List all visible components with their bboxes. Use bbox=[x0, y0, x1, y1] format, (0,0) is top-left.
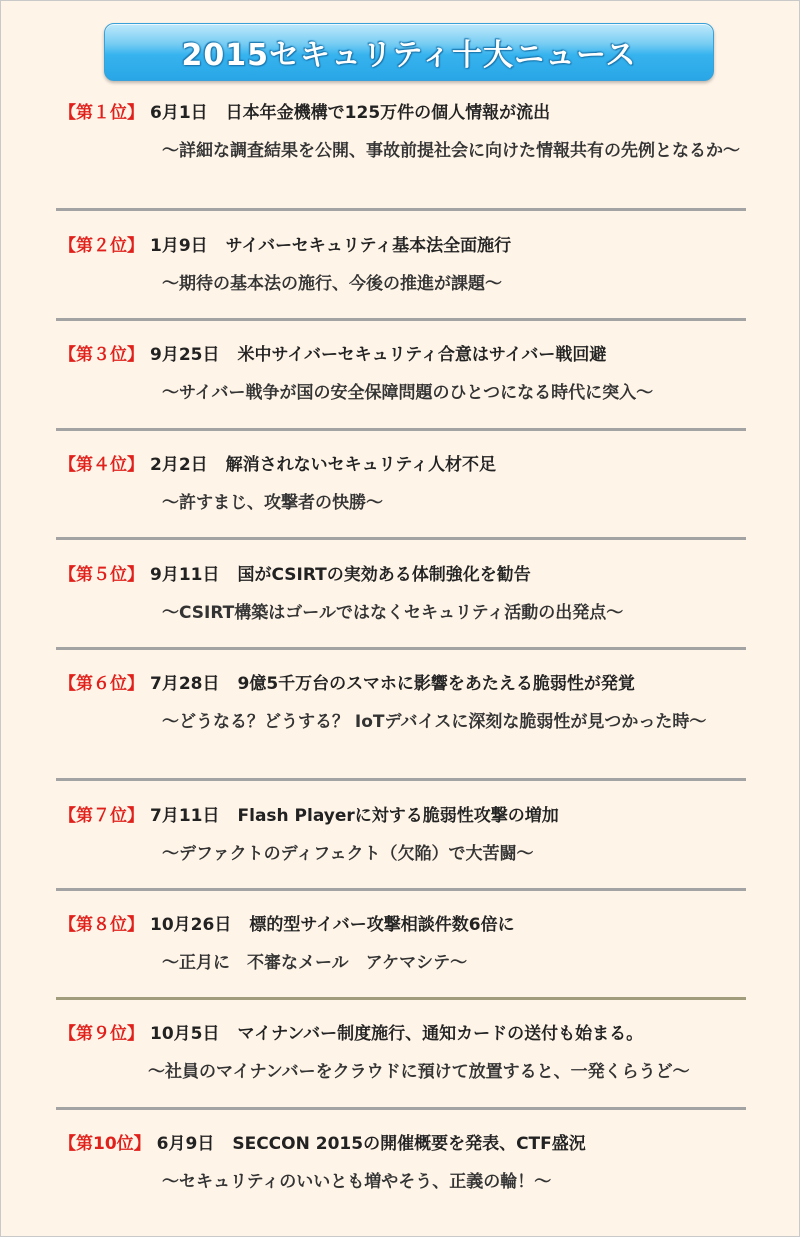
entry-subtitle: ～CSIRT構築はゴールではなくセキュリティ活動の出発点～ bbox=[162, 603, 624, 623]
rank-label: 【第８位】 bbox=[59, 915, 144, 935]
entry-date: 7月28日 bbox=[150, 674, 220, 694]
entry-subtitle: ～デファクトのディフェクト（欠陥）で大苦闘～ bbox=[162, 844, 534, 864]
entry-date: 10月5日 bbox=[150, 1024, 220, 1044]
rank-label: 【第７位】 bbox=[59, 806, 144, 826]
entry-headline bbox=[59, 234, 511, 258]
entry-subtitle: ～許すまじ、攻撃者の快勝～ bbox=[162, 493, 383, 513]
entry-date: 9月11日 bbox=[150, 565, 220, 585]
rank-label: 【第５位】 bbox=[59, 565, 144, 585]
entry-date: 1月9日 bbox=[150, 236, 208, 256]
title-banner bbox=[104, 23, 714, 81]
rank-label: 【第６位】 bbox=[59, 674, 144, 694]
rank-label: 【第10位】 bbox=[59, 1134, 151, 1154]
entry-date: 10月26日 bbox=[150, 915, 232, 935]
entry-date: 9月25日 bbox=[150, 345, 220, 365]
entry-headline bbox=[59, 913, 515, 937]
entry-headline bbox=[59, 1132, 586, 1156]
entry-headline bbox=[59, 672, 635, 696]
entry-headline bbox=[59, 453, 496, 477]
entry-title: 国がCSIRTの実効ある体制強化を勧告 bbox=[237, 565, 531, 585]
rank-label: 【第９位】 bbox=[59, 1024, 144, 1044]
divider bbox=[56, 1107, 746, 1110]
entry-headline bbox=[59, 343, 606, 367]
entry-title: 9億5千万台のスマホに影響をあたえる脆弱性が発覚 bbox=[237, 674, 635, 694]
divider bbox=[56, 208, 746, 211]
entry-headline bbox=[59, 563, 531, 587]
divider bbox=[56, 537, 746, 540]
entry-date: 6月1日 bbox=[150, 103, 208, 123]
entry-title: 日本年金機構で125万件の個人情報が流出 bbox=[225, 103, 551, 123]
divider bbox=[56, 888, 746, 891]
entry-subtitle: ～サイバー戦争が国の安全保障問題のひとつになる時代に突入～ bbox=[162, 383, 654, 403]
entry-subtitle: ～期待の基本法の施行、今後の推進が課題～ bbox=[162, 274, 502, 294]
rank-label: 【第２位】 bbox=[59, 236, 144, 256]
divider bbox=[56, 997, 746, 1000]
entry-headline bbox=[59, 101, 550, 125]
entry-subtitle: ～社員のマイナンバーをクラウドに預けて放置すると、一発くらうど～ bbox=[148, 1062, 690, 1082]
entry-title: マイナンバー制度施行、通知カードの送付も始まる。 bbox=[237, 1024, 644, 1044]
entry-date: 6月9日 bbox=[156, 1134, 215, 1154]
divider bbox=[56, 647, 746, 650]
entry-headline bbox=[59, 1022, 643, 1046]
entry-subtitle: ～どうなる？どうする？ IoTデバイスに深刻な脆弱性が見つかった時～ bbox=[162, 712, 707, 732]
entry-date: 2月2日 bbox=[150, 455, 208, 475]
divider bbox=[56, 318, 746, 321]
entry-date: 7月11日 bbox=[150, 806, 220, 826]
entry-title: 標的型サイバー攻撃相談件数6倍に bbox=[249, 915, 515, 935]
entry-title: SECCON 2015の開催概要を発表、CTF盛況 bbox=[232, 1134, 586, 1154]
rank-label: 【第１位】 bbox=[59, 103, 144, 123]
rank-label: 【第３位】 bbox=[59, 345, 144, 365]
entry-headline bbox=[59, 804, 559, 828]
entry-subtitle: ～詳細な調査結果を公開、事故前提社会に向けた情報共有の先例となるか～ bbox=[162, 141, 740, 161]
divider bbox=[56, 778, 746, 781]
entry-title: 米中サイバーセキュリティ合意はサイバー戦回避 bbox=[237, 345, 607, 365]
entry-subtitle: ～正月に 不審なメール アケマシテ～ bbox=[162, 953, 468, 973]
rank-label: 【第４位】 bbox=[59, 455, 144, 475]
divider bbox=[56, 428, 746, 431]
entry-title: Flash Playerに対する脆弱性攻撃の増加 bbox=[237, 806, 559, 826]
entry-title: 解消されないセキュリティ人材不足 bbox=[225, 455, 496, 475]
entry-title: サイバーセキュリティ基本法全面施行 bbox=[225, 236, 512, 256]
entry-subtitle: ～セキュリティのいいとも増やそう、正義の輪！～ bbox=[162, 1172, 552, 1192]
page-title: 2015セキュリティ十大ニュース bbox=[181, 38, 637, 73]
